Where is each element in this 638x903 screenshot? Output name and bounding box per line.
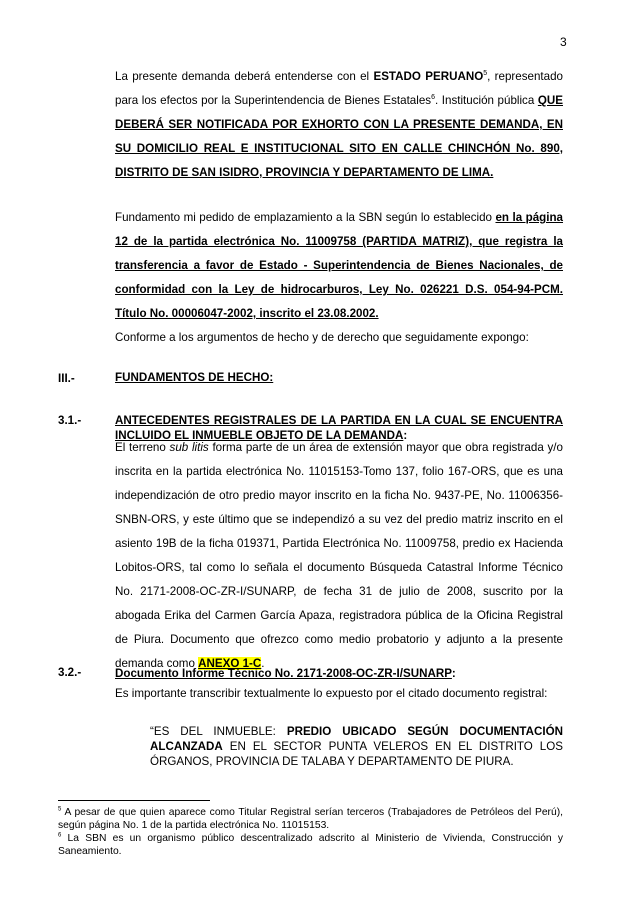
subsection-heading-3-1: ANTECEDENTES REGISTRALES DE LA PARTIDA EN LA CUAL SE ENCUENTRA INCLUIDO EL INMUEBLE OBJETO DE LA DEMANDA: bbox=[115, 414, 563, 442]
page-number: 3 bbox=[560, 35, 567, 49]
paragraph-defendant: La presente demanda deberá entenderse con el ESTADO PERUANO$^5$, representado para los efectos por la Superintendencia de Bienes Estatales$^6$. Institución pública QUE DEBERÁ SER NOTIFICADA POR EXHORTO CON LA PRESENTE DEMANDA, EN SU DOMICILIO REAL E INSTITUCIONAL SITO EN CALLE CHINCHÓN No. 890, DISTRITO DE SAN ISIDRO, PROVINCIA Y DEPARTAMENTO DE LIMA. bbox=[115, 70, 563, 179]
paragraph-foundation: Fundamento mi pedido de emplazamiento a la SBN según lo establecido en la página 12 de la partida electrónica No. 11009758 (PARTIDA MATRIZ), que registra la transferencia a favor de Estado - Superintendencia de Bienes Nacionales, de conformidad con la Ley de hidrocarburos, Ley No. 026221 D.S. 054-94-PCM. Título No. 00006047-2002, inscrito el 23.08.2002. bbox=[115, 211, 563, 320]
subsection-number-3-2: 3.2.- bbox=[58, 666, 82, 679]
section-number: III.- bbox=[58, 372, 75, 385]
annex-label: ANEXO 1-C bbox=[198, 657, 262, 670]
partida-reference-text: en la página 12 de la partida electrónica No. 11009758 (PARTIDA MATRIZ), que registra la transferencia a favor de Estado - Superintendencia de Bienes Nacionales, de conformidad con la Ley de hidrocarburos, Ley No. 026221 D.S. 054-94-PCM. Título No. 00006047-2002, inscrito el 23.08.2002. bbox=[115, 211, 563, 320]
subsection-number-3-1: 3.1.- bbox=[58, 414, 82, 427]
estado-peruano-text: ESTADO PERUANO bbox=[373, 70, 484, 83]
paragraph-antecedentes: El terreno sub litis forma parte de un área de extensión mayor que obra registrada y/o inscrita en la partida electrónica No. 11015153-Tomo 137, folio 167-ORS, que es una independización de otro predio mayor inscrito en la ficha No. 9437-PE, No. 11006356-SNBN-ORS, y este último que se independizó a su vez del predio matriz inscrito en el asiento 19B de la ficha 019371, Partida Electrónica No. 11009758, predio ex Hacienda Lobitos-ORS, tal como lo señala el documento Búsqueda Catastral Informe Técnico No. 2171-2008-OC-ZR-I/SUNARP, de fecha 31 de julio de 2008, suscrito por la abogada Erika del Carmen García Apaza, registradora pública de la Oficina Registral de Piura. Documento que ofrezco como medio probatorio y adjunto a la presente demanda como ANEXO 1-C. bbox=[115, 441, 563, 670]
section-title: FUNDAMENTOS DE HECHO: bbox=[115, 371, 274, 384]
paragraph-arguments: Conforme a los argumentos de hecho y de derecho que seguidamente expongo: bbox=[115, 331, 529, 344]
footnote-5: $^5$ A pesar de que quien aparece como Titular Registral serían terceros (Trabajadores de Petróleos del Perú), según página No. 1 de la partida electrónica No. 11015153. bbox=[58, 806, 563, 831]
footnote-ref-5: 5 bbox=[483, 70, 488, 78]
paragraph-transcribe-intro: Es importante transcribir textualmente lo expuesto por el citado documento registral: bbox=[115, 687, 548, 700]
footnote-6: $^6$ La SBN es un organismo público descentralizado adscrito al Ministerio de Vivienda, Construcción y Saneamiento. bbox=[58, 832, 563, 857]
quoted-text: “ES DEL INMUEBLE: PREDIO UBICADO SEGÚN DOCUMENTACIÓN ALCANZADA EN EL SECTOR PUNTA VELEROS EN EL DISTRITO LOS ÓRGANOS, PROVINCIA DE TALABA Y DEPARTAMENTO DE PIURA. bbox=[150, 725, 563, 768]
subsection-heading-3-2: Documento Informe Técnico No. 2171-2008-OC-ZR-I/SUNARP: bbox=[115, 667, 456, 680]
footnote-divider bbox=[58, 800, 210, 801]
footnote-ref-6: 6 bbox=[431, 94, 435, 102]
notification-address-text: QUE DEBERÁ SER NOTIFICADA POR EXHORTO CON LA PRESENTE DEMANDA, EN SU DOMICILIO REAL E INSTITUCIONAL SITO EN CALLE CHINCHÓN No. 890, DISTRITO DE SAN ISIDRO, PROVINCIA Y DEPARTAMENTO DE LIMA. bbox=[115, 94, 563, 179]
